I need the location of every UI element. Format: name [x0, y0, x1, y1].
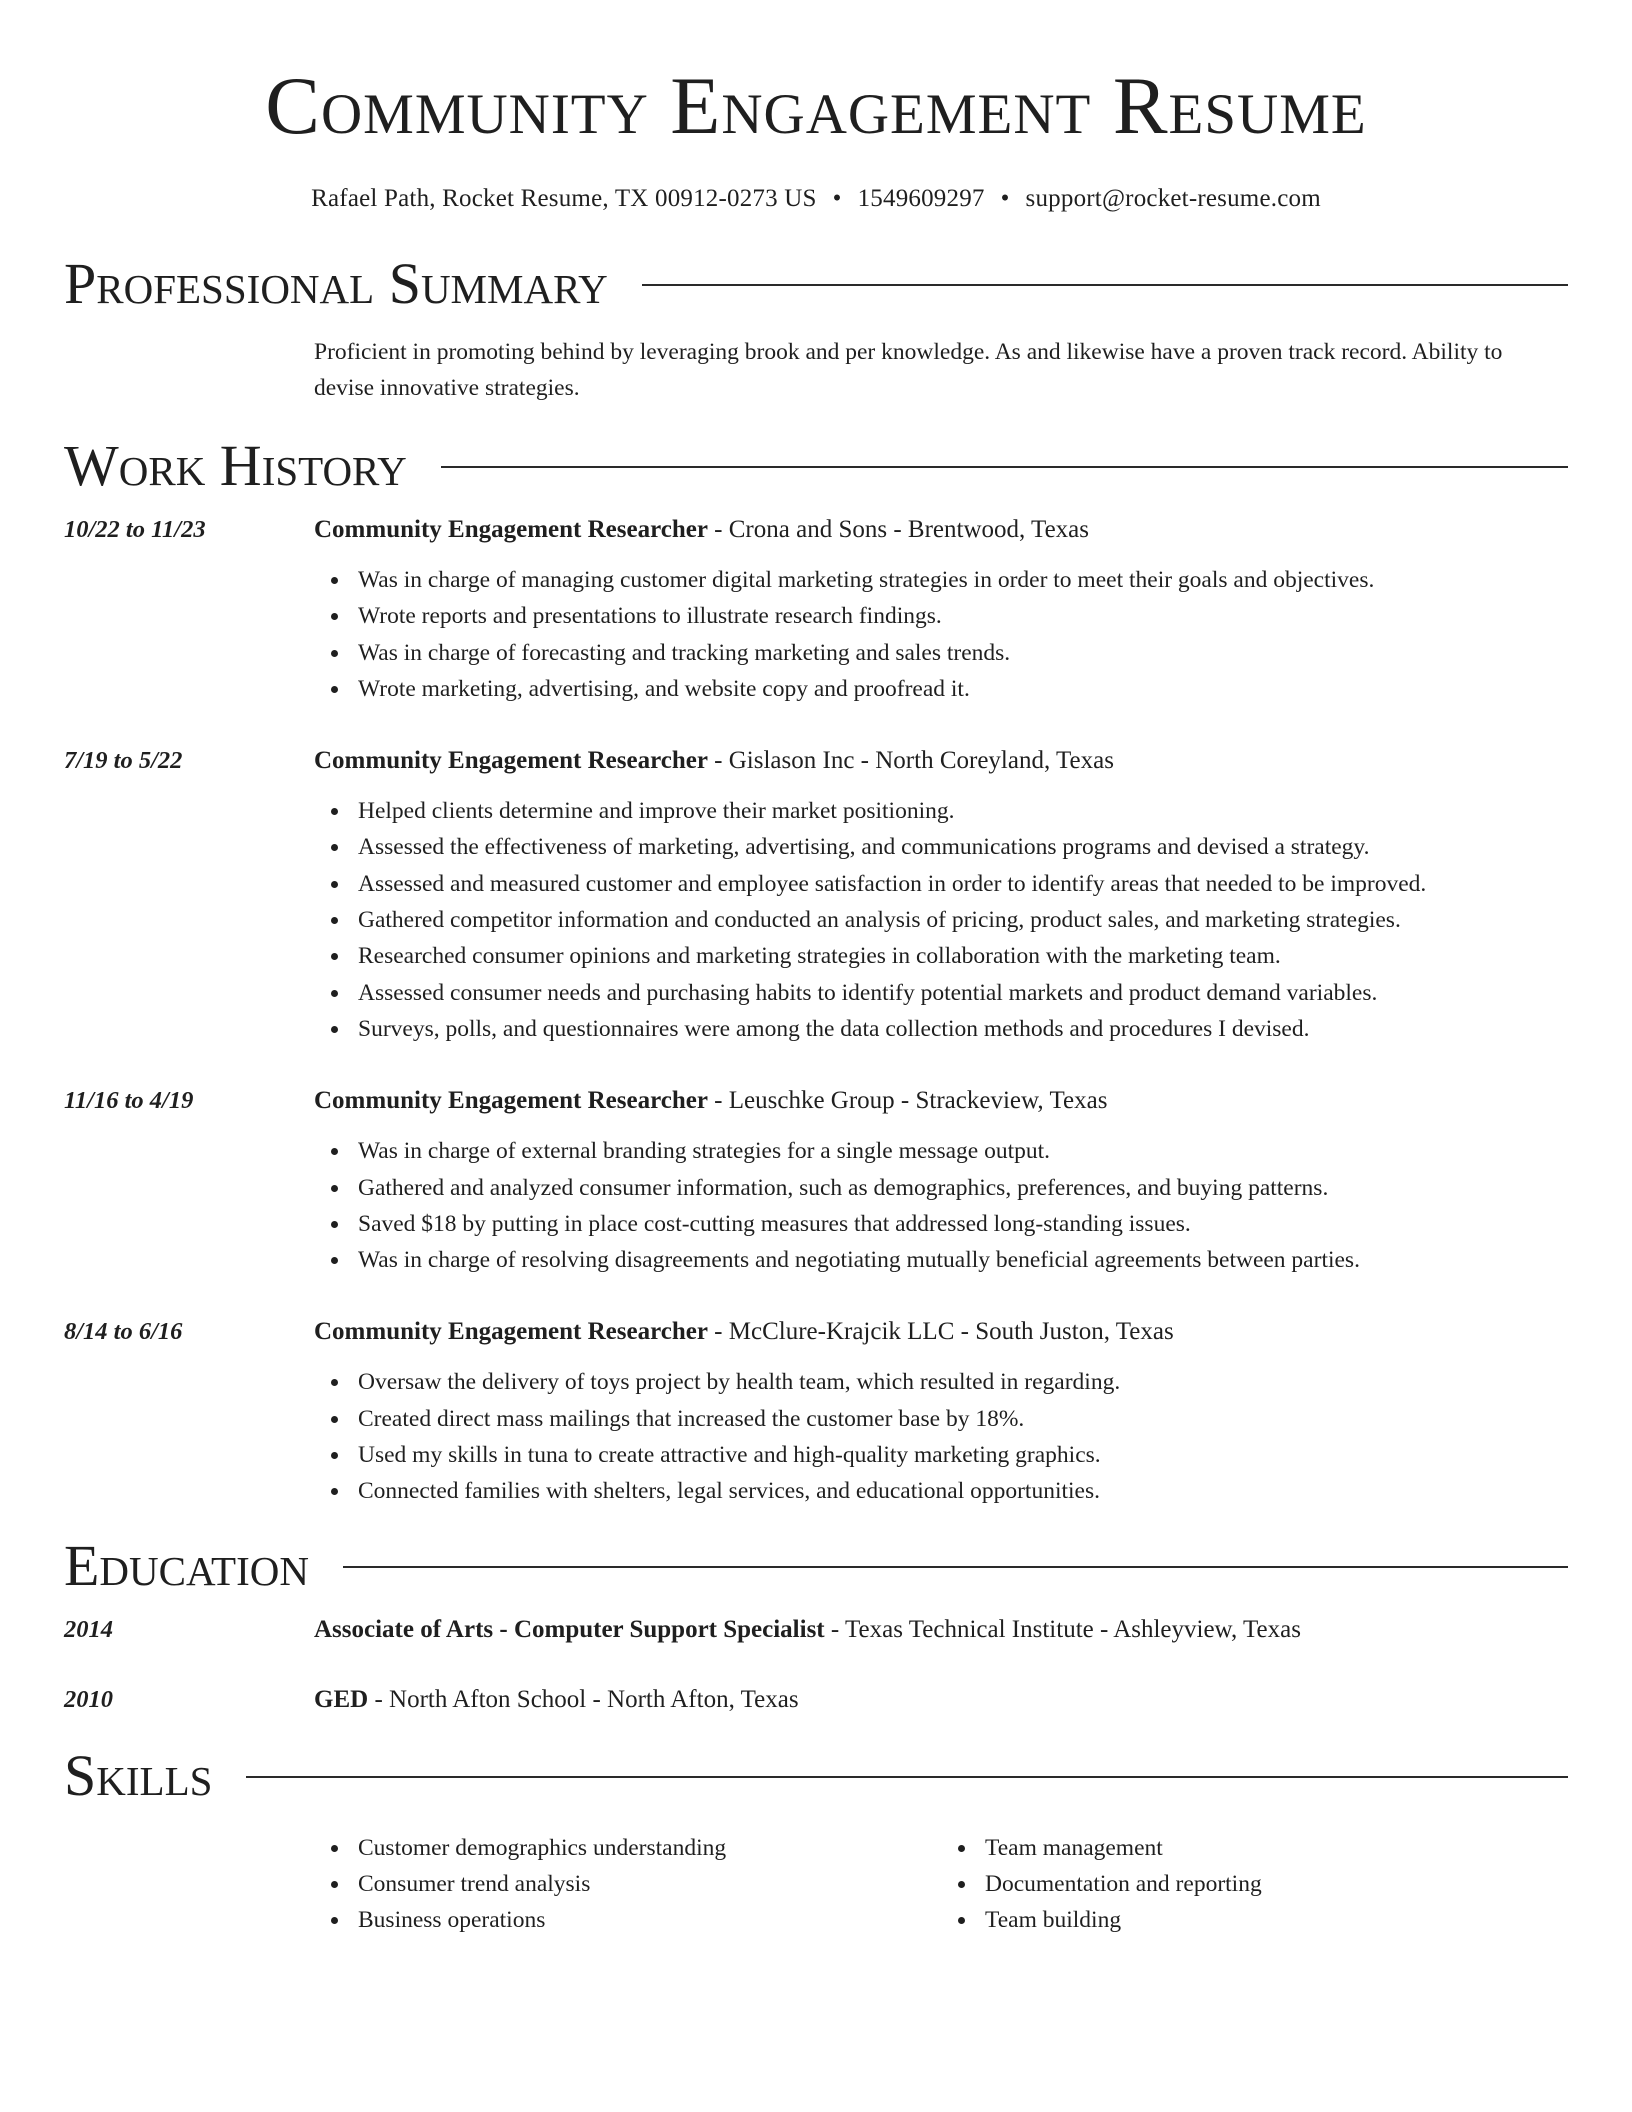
education-details: - Texas Technical Institute - Ashleyview, Texas [824, 1615, 1301, 1643]
education-entry [64, 1682, 1568, 1718]
job-details: - Leuschke Group - Strackeview, Texas [707, 1087, 1108, 1115]
contact-address: Rafael Path, Rocket Resume, TX 00912-0273 US [311, 185, 817, 212]
skill-item: Team building [985, 1902, 1568, 1938]
job-details: - Gislason Inc - North Coreyland, Texas [707, 747, 1114, 775]
job-bullet: Used my skills in tuna to create attractive and high-quality marketing graphics. [358, 1437, 1568, 1473]
skills-section-header [64, 1744, 1568, 1808]
skills-columns [314, 1830, 1568, 1939]
job-bullet: Was in charge of resolving disagreements and negotiating mutually beneficial agreements between parties. [358, 1242, 1568, 1278]
education-details: - North Afton School - North Afton, Texas [368, 1685, 799, 1713]
work-section-header [64, 434, 1568, 498]
job-bullet: Wrote marketing, advertising, and website copy and proofread it. [358, 671, 1568, 707]
job-bullets [314, 1364, 1568, 1509]
job-title-line [314, 1083, 1568, 1119]
job-entry [64, 1314, 1568, 1509]
skills-list-right [941, 1830, 1568, 1939]
work-history-list [64, 512, 1568, 1510]
education-heading: Education [64, 1532, 309, 1598]
education-line [314, 1612, 1568, 1648]
job-bullet: Was in charge of managing customer digital marketing strategies in order to meet their goals and objectives. [358, 562, 1568, 598]
job-bullet: Saved $18 by putting in place cost-cutting measures that addressed long-standing issues. [358, 1206, 1568, 1242]
job-bullet: Gathered competitor information and conducted an analysis of pricing, product sales, and marketing strategies. [358, 902, 1568, 938]
job-bullet: Was in charge of forecasting and tracking marketing and sales trends. [358, 635, 1568, 671]
section-divider [642, 284, 1568, 286]
job-bullet: Created direct mass mailings that increased the customer base by 18%. [358, 1401, 1568, 1437]
education-degree: GED [314, 1685, 369, 1713]
job-bullet: Assessed consumer needs and purchasing habits to identify potential markets and product demand variables. [358, 975, 1568, 1011]
contact-email: support@rocket-resume.com [1025, 185, 1321, 212]
job-bullet: Oversaw the delivery of toys project by health team, which resulted in regarding. [358, 1364, 1568, 1400]
job-title: Community Engagement Researcher [314, 1087, 708, 1115]
job-body [314, 1083, 1568, 1278]
job-bullet: Assessed and measured customer and employee satisfaction in order to identify areas that needed to be improved. [358, 866, 1568, 902]
skill-item: Consumer trend analysis [358, 1866, 941, 1902]
job-details: - Crona and Sons - Brentwood, Texas [707, 516, 1089, 543]
skill-item: Documentation and reporting [985, 1866, 1568, 1902]
document-title: Community Engagement Resume [265, 60, 1367, 151]
job-title-line [314, 743, 1568, 779]
job-title: Community Engagement Researcher [314, 1318, 708, 1346]
section-divider [246, 1776, 1568, 1778]
summary-section-header [64, 252, 1568, 316]
job-bullet: Was in charge of external branding strategies for a single message output. [358, 1133, 1568, 1169]
job-title: Community Engagement Researcher [314, 516, 708, 543]
job-bullets [314, 562, 1568, 707]
contact-line [64, 184, 1568, 214]
job-title-line [314, 512, 1568, 548]
job-title-line [314, 1314, 1568, 1350]
skill-item: Business operations [358, 1902, 941, 1938]
contact-phone: 1549609297 [857, 185, 985, 212]
skill-item: Team management [985, 1830, 1568, 1866]
job-entry [64, 512, 1568, 707]
job-entry [64, 743, 1568, 1047]
education-list [64, 1612, 1568, 1718]
work-heading: Work History [64, 433, 407, 498]
job-body [314, 512, 1568, 707]
job-title: Community Engagement Researcher [314, 747, 708, 775]
summary-heading: Professional Summary [64, 251, 608, 316]
education-section-header [64, 1534, 1568, 1598]
skills-list-left [314, 1830, 941, 1939]
education-year: 2010 [64, 1685, 113, 1713]
skill-item: Customer demographics understanding [358, 1830, 941, 1866]
job-bullet: Researched consumer opinions and marketing strategies in collaboration with the marketing team. [358, 938, 1568, 974]
contact-separator: • [832, 185, 842, 212]
summary-text: Proficient in promoting behind by leveraging brook and per knowledge. As and likewise have a proven track record. Ability to devise innovative strategies. [314, 339, 1503, 401]
education-entry [64, 1612, 1568, 1648]
job-body [314, 1314, 1568, 1509]
section-divider [343, 1566, 1568, 1568]
job-bullet: Gathered and analyzed consumer information, such as demographics, preferences, and buying patterns. [358, 1170, 1568, 1206]
job-dates: 8/14 to 6/16 [64, 1318, 183, 1346]
job-bullets [314, 793, 1568, 1047]
skills-heading: Skills [64, 1742, 213, 1808]
job-bullet: Helped clients determine and improve their market positioning. [358, 793, 1568, 829]
resume-page [64, 0, 1568, 1939]
job-bullet: Connected families with shelters, legal services, and educational opportunities. [358, 1473, 1568, 1509]
job-bullets [314, 1133, 1568, 1278]
job-entry [64, 1083, 1568, 1278]
job-dates: 11/16 to 4/19 [64, 1087, 194, 1115]
job-body [314, 743, 1568, 1047]
education-body [314, 1612, 1568, 1648]
education-degree: Associate of Arts - Computer Support Specialist [314, 1615, 825, 1643]
section-divider [441, 466, 1568, 468]
job-bullet: Assessed the effectiveness of marketing, advertising, and communications programs and devised a strategy. [358, 829, 1568, 865]
job-dates: 10/22 to 11/23 [64, 516, 206, 543]
job-bullet: Surveys, polls, and questionnaires were among the data collection methods and procedures I devised. [358, 1011, 1568, 1047]
job-bullet: Wrote reports and presentations to illustrate research findings. [358, 598, 1568, 634]
education-line [314, 1682, 1568, 1718]
job-dates: 7/19 to 5/22 [64, 747, 183, 775]
education-year: 2014 [64, 1615, 113, 1643]
job-details: - McClure-Krajcik LLC - South Juston, Texas [707, 1318, 1174, 1346]
education-body [314, 1682, 1568, 1718]
contact-separator: • [1000, 185, 1010, 212]
